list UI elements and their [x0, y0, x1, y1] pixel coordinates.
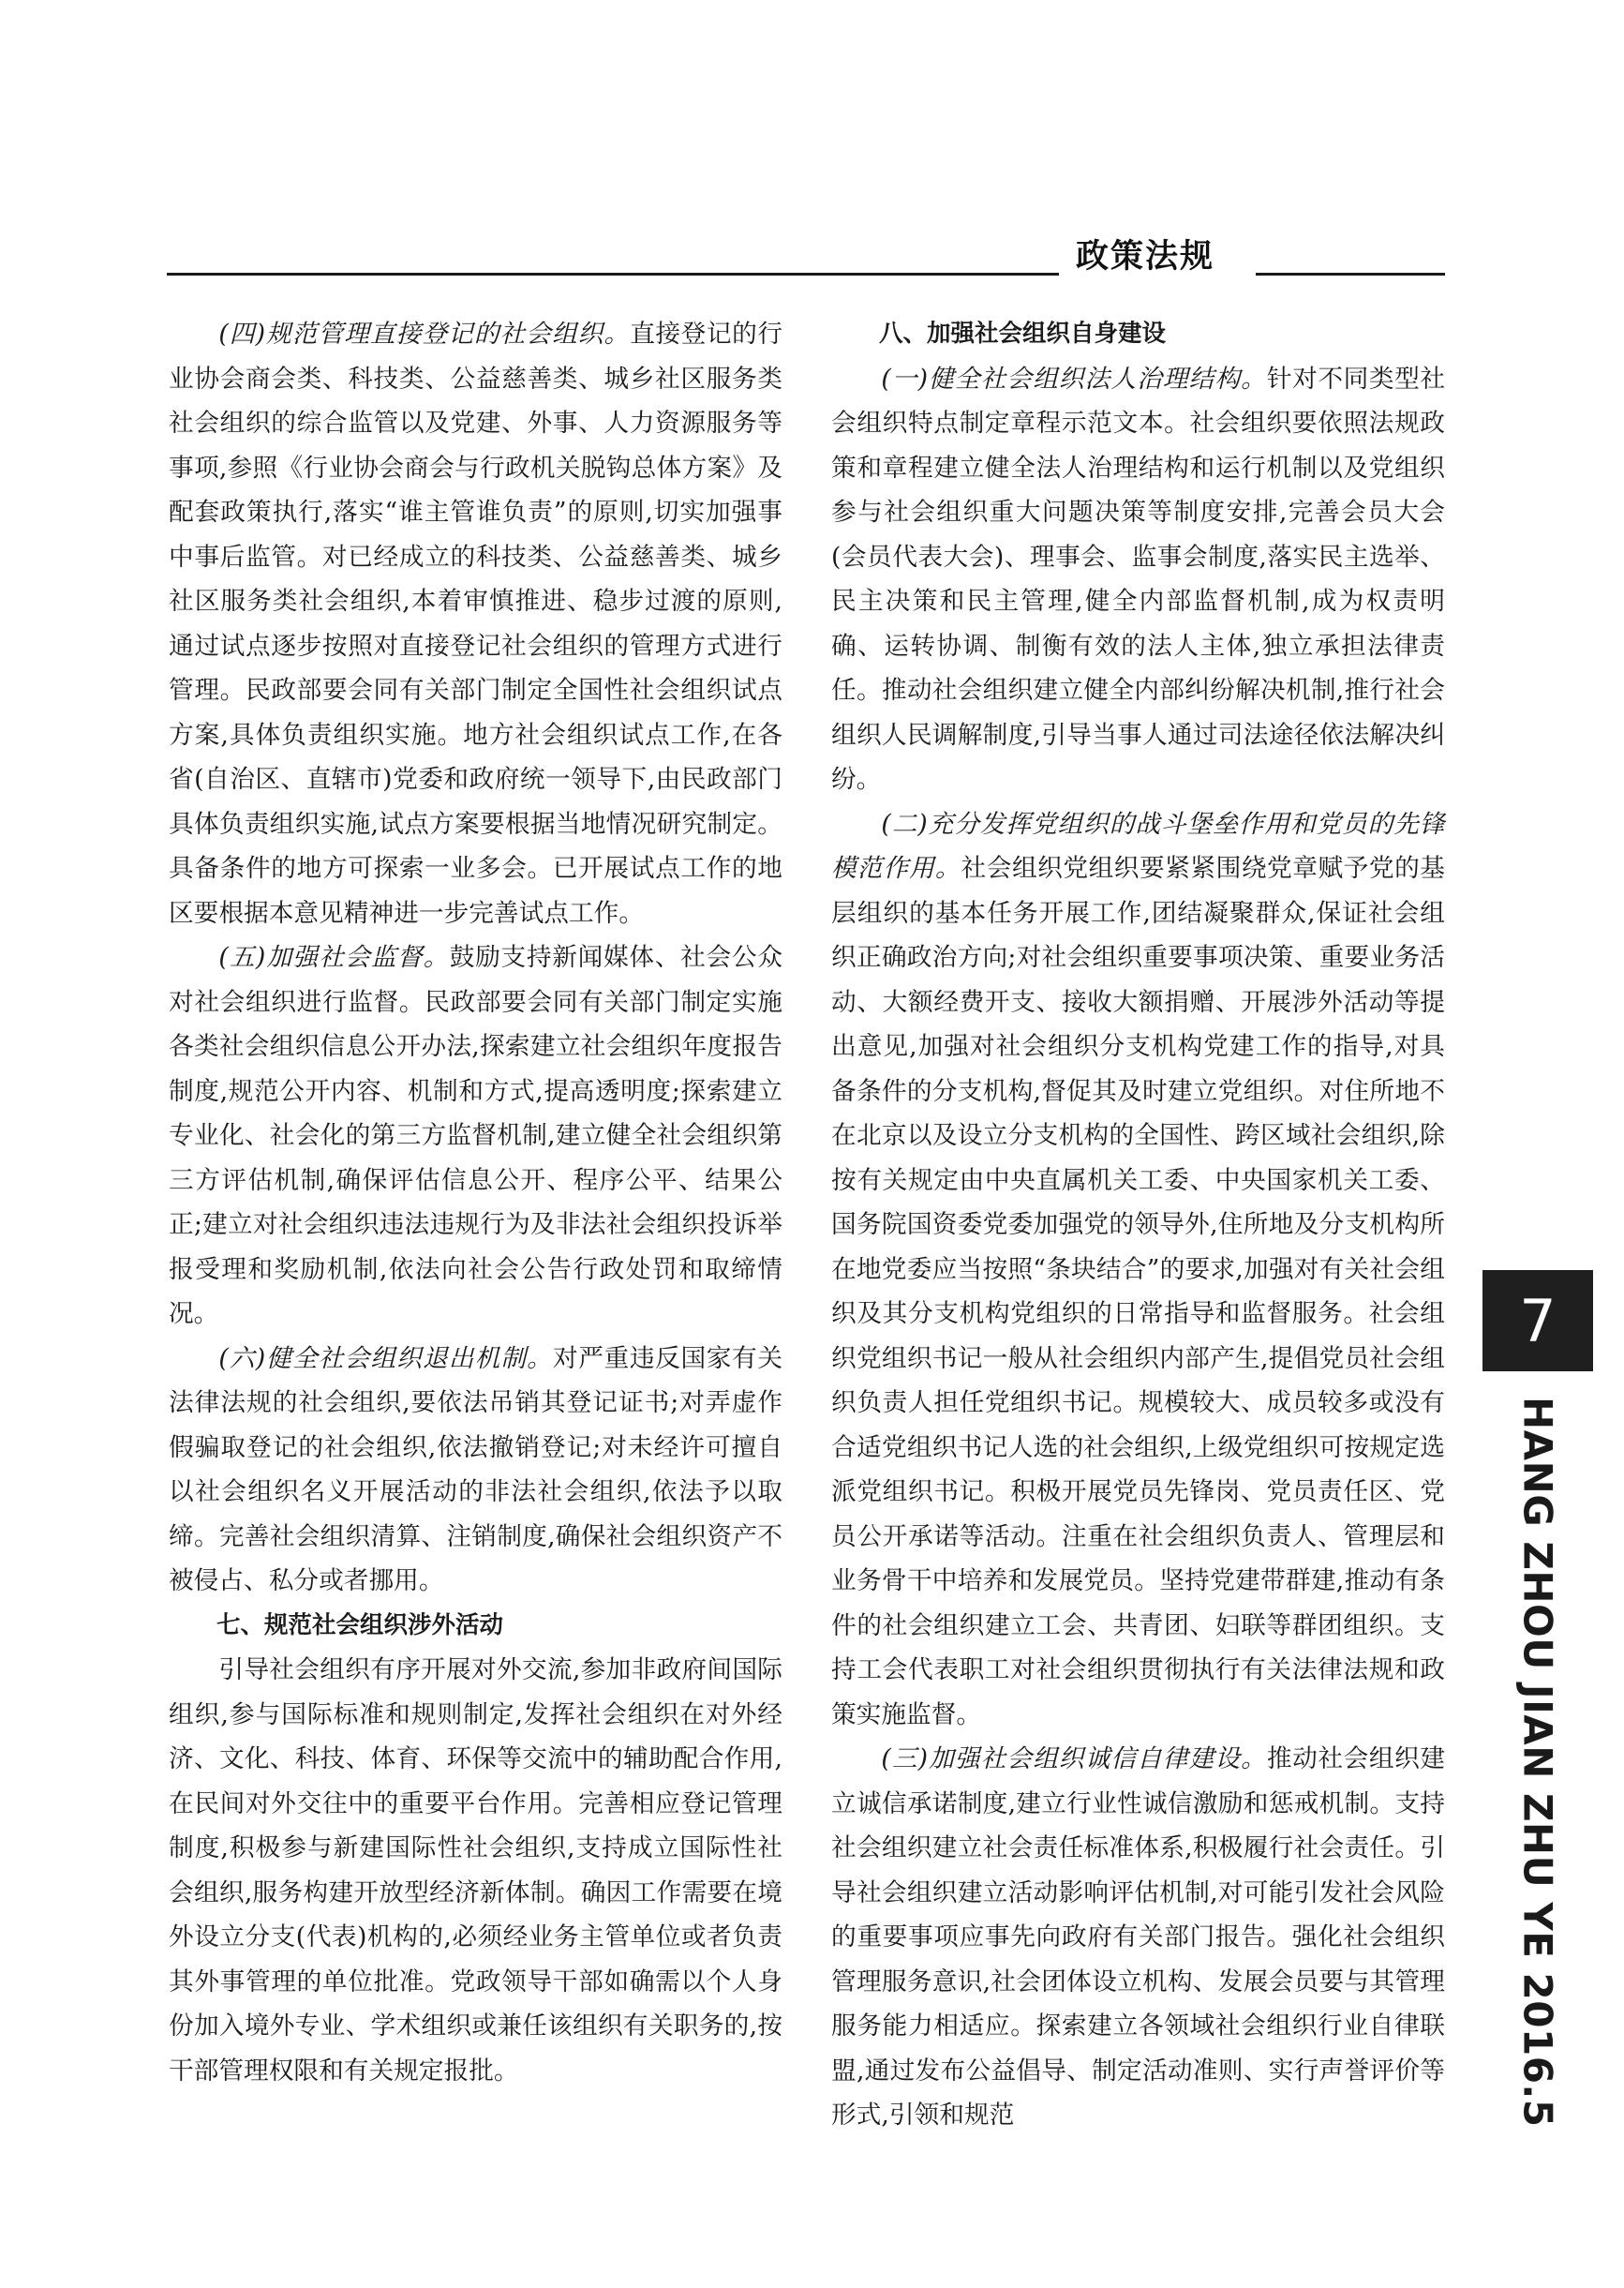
section-heading: 八、加强社会组织自身建设 — [879, 320, 1167, 348]
paragraph-lead: (六)健全社会组织退出机制。 — [218, 1343, 553, 1373]
paragraph — [831, 802, 1445, 1738]
paragraph-lead: (二)充分发挥党组织的战斗堡垒作用和党员的先锋模范作用。 — [831, 809, 1445, 883]
paragraph — [831, 357, 1445, 802]
header-rule-right — [1256, 273, 1445, 276]
section-heading: 七、规范社会组织涉外活动 — [216, 1610, 504, 1639]
paragraph-lead: (四)规范管理直接登记的社会组织。 — [218, 320, 631, 349]
paragraph-text: 引导社会组织有序开展对外交流,参加非政府间国际组织,参与国际标准和规则制定,发挥社会组织在对外经济、文化、科技、体育、环保等交流中的辅助配合作用,在民间对外交往中的重要平台作用。完善相应登记管理制度,积极参与新建国际性社会组织,支持成立国际性社会组织,服务构建开放型经济新体制。确因工作需要在境外设立分支(代表)机构的,必须经业务主管单位或者负责其外事管理的单位批准。党政领导干部如确需以个人身份加入境外专业、学术组织或兼任该组织有关职务的,按干部管理权限和有关规定报批。 — [169, 1655, 782, 2086]
paragraph — [169, 1337, 782, 1604]
paragraph-text: 直接登记的行业协会商会类、科技类、公益慈善类、城乡社区服务类社会组织的综合监管以及党建、外事、人力资源服务等事项,参照《行业协会商会与行政机关脱钩总体方案》及配套政策执行,落实“谁主管谁负责”的原则,切实加强事中事后监管。对已经成立的科技类、公益慈善类、城乡社区服务类社会组织,本着审慎推进、稳步过渡的原则,通过试点逐步按照对直接登记社会组织的管理方式进行管理。民政部要会同有关部门制定全国性社会组织试点方案,具体负责组织实施。地方社会组织试点工作,在各省(自治区、直辖市)党委和政府统一领导下,由民政部门具体负责组织实施,试点方案要根据当地情况研究制定。具备条件的地方可探索一业多会。已开展试点工作的地区要根据本意见精神进一步完善试点工作。 — [169, 320, 783, 928]
paragraph-text: 对严重违反国家有关法律法规的社会组织,要依法吊销其登记证书;对弄虚作假骗取登记的社会组织,依法撤销登记;对未经许可擅自以社会组织名义开展活动的非法社会组织,依法予以取缔。完善社会组织清算、注销制度,确保社会组织资产不被侵占、私分或者挪用。 — [169, 1343, 783, 1595]
paragraph-text: 针对不同类型社会组织特点制定章程示范文本。社会组织要依照法规政策和章程建立健全法人治理结构和运行机制以及党组织参与社会组织重大问题决策等制度安排,完善会员大会(会员代表大会)、理事会、监事会制度,落实民主选举、民主决策和民主管理,健全内部监督机制,成为权责明确、运转协调、制衡有效的法人主体,独立承担法律责任。推动社会组织建立健全内部纠纷解决机制,推行社会组织人民调解制度,引导当事人通过司法途径依法解决纠纷。 — [831, 364, 1446, 794]
paragraph — [831, 1737, 1445, 2138]
paragraph-lead: (五)加强社会监督。 — [218, 943, 450, 972]
paragraph-text: 推动社会组织建立诚信承诺制度,建立行业性诚信激励和惩戒机制。支持社会组织建立社会责任标准体系,积极履行社会责任。引导社会组织建立活动影响评估机制,对可能引发社会风险的重要事项应事先向政府有关部门报告。强化社会组织管理服务意识,社会团体设立机构、发展会员要与其管理服务能力相适应。探索建立各领域社会组织行业自律联盟,通过发布公益倡导、制定活动准则、实行声誉评价等形式,引领和规范 — [831, 1744, 1446, 2130]
paragraph-lead: (三)加强社会组织诚信自律建设。 — [881, 1744, 1267, 1773]
right-column — [831, 312, 1445, 2138]
journal-vertical-title: HANG ZHOU JIAN ZHU YE 2016.5 — [1514, 1397, 1561, 2128]
section-title: 政策法规 — [1076, 238, 1215, 276]
paragraph — [169, 935, 782, 1337]
left-column — [169, 312, 782, 2093]
paragraph — [169, 312, 782, 935]
paragraph-text: 鼓励支持新闻媒体、社会公众对社会组织进行监督。民政部要会同有关部门制定实施各类社会组织信息公开办法,探索建立社会组织年度报告制度,规范公开内容、机制和方式,提高透明度;探索建立专业化、社会化的第三方监督机制,建立健全社会组织第三方评估机制,确保评估信息公开、程序公平、结果公正;建立对社会组织违法违规行为及非法社会组织投诉举报受理和奖励机制,依法向社会公告行政处罚和取缔情况。 — [169, 943, 783, 1328]
paragraph-text: 社会组织党组织要紧紧围绕党章赋予党的基层组织的基本任务开展工作,团结凝聚群众,保证社会组织正确政治方向;对社会组织重要事项决策、重要业务活动、大额经费开支、接收大额捐赠、开展涉外活动等提出意见,加强对社会组织分支机构党建工作的指导,对具备条件的分支机构,督促其及时建立党组织。对住所地不在北京以及设立分支机构的全国性、跨区域社会组织,除按有关规定由中央直属机关工委、中央国家机关工委、国务院国资委党委加强党的领导外,住所地及分支机构所在地党委应当按照“条块结合”的要求,加强对有关社会组织及其分支机构党组织的日常指导和监督服务。社会组织党组织书记一般从社会组织内部产生,提倡党员社会组织负责人担任党组织书记。规模较大、成员较多或没有合适党组织书记人选的社会组织,上级党组织可按规定选派党组织书记。积极开展党员先锋岗、党员责任区、党员公开承诺等活动。注重在社会组织负责人、管理层和业务骨干中培养和发展党员。坚持党建带群建,推动有条件的社会组织建立工会、共青团、妇联等群团组织。支持工会代表职工对社会组织贯彻执行有关法律法规和政策实施监督。 — [831, 854, 1445, 1729]
paragraph — [169, 1648, 782, 2093]
header-rule-left — [167, 273, 1059, 276]
paragraph-lead: (一)健全社会组织法人治理结构。 — [881, 364, 1267, 394]
page-number: 7 — [1482, 1270, 1593, 1371]
